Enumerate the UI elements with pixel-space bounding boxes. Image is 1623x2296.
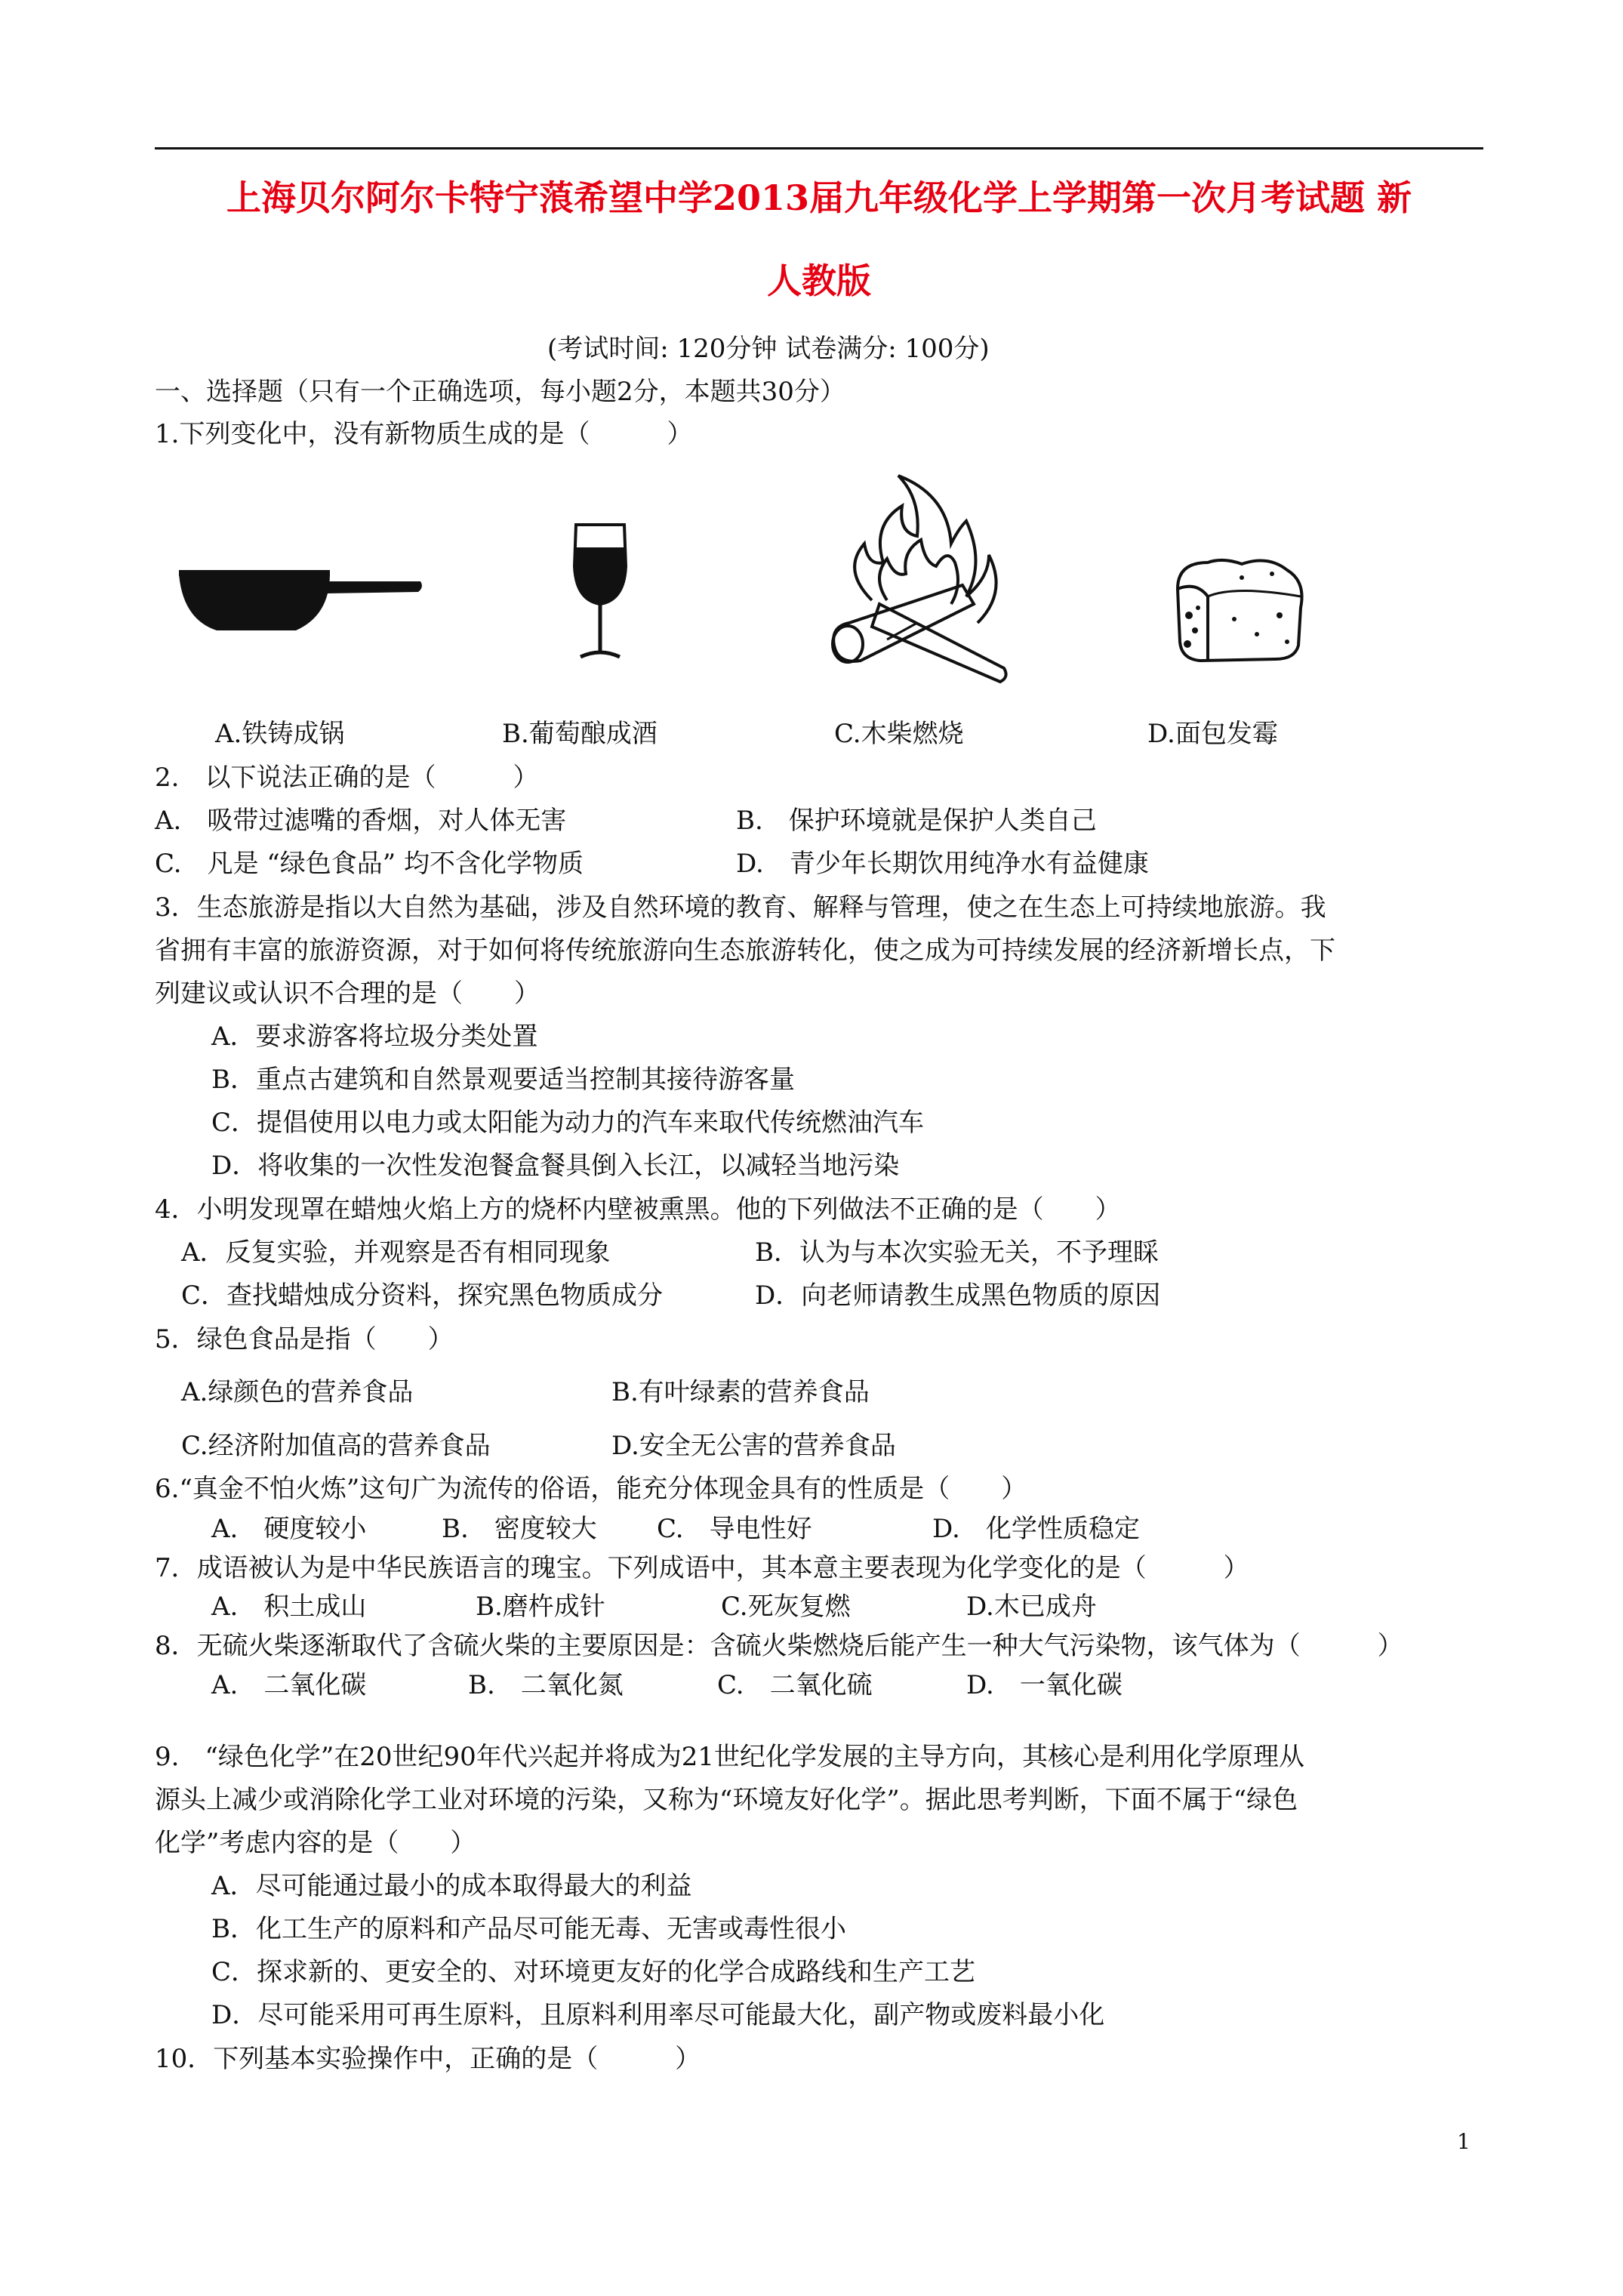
page-title-line1: 上海贝尔阿尔卡特宁蒗希望中学2013届九年级化学上学期第一次月考试题 新 [226,177,1412,218]
q10-stem: 10．下列基本实验操作中，正确的是（ ） [155,2044,701,2074]
moldy-bread-picture [1166,555,1310,664]
q5-option-c: C.经济附加值高的营养食品 [181,1431,491,1461]
q3-stem-line3: 列建议或认识不合理的是（ ） [155,978,540,1009]
q7-stem: 7．成语被认为是中华民族语言的瑰宝。下列成语中，其本意主要表现为化学变化的是（ ） [155,1553,1249,1583]
q2-option-a: A. 吸带过滤嘴的香烟，对人体无害 [155,806,567,836]
page-title-line2: 人教版 [767,260,871,301]
q1-option-b: B.葡萄酿成酒 [502,719,658,749]
q3-option-d: D．将收集的一次性发泡餐盒餐具倒入长江，以减轻当地污染 [211,1151,900,1181]
q7-option-a: A. 积土成山 [211,1592,367,1622]
campfire-picture [827,472,1015,691]
q4-option-d: D．向老师请教生成黑色物质的原因 [755,1281,1161,1311]
q1-option-c: C.木柴燃烧 [834,719,964,749]
q1-option-d: D.面包发霉 [1147,719,1278,749]
q1-option-a: A.铁铸成锅 [215,719,345,749]
q7-option-d: D.木已成舟 [966,1592,1097,1622]
q7-option-c: C.死灰复燃 [721,1592,851,1622]
q5-stem: 5．绿色食品是指（ ） [155,1324,454,1354]
q9-option-a: A．尽可能通过最小的成本取得最大的利益 [211,1871,692,1901]
q1-stem: 1.下列变化中，没有新物质生成的是（ ） [155,419,693,449]
exam-info: (考试时间: 120分钟 试卷满分: 100分) [547,334,990,364]
frying-pan-picture [175,559,424,642]
q9-stem-line2: 源头上减少或消除化学工业对环境的污染，又称为“环境友好化学”。据此思考判断，下面不属于“绿色 [155,1785,1298,1815]
q4-option-a: A．反复实验，并观察是否有相同现象 [181,1237,611,1268]
q5-option-a: A.绿颜色的营养食品 [181,1377,414,1407]
q6-option-d: D. 化学性质稳定 [932,1514,1140,1544]
q7-option-b: B.磨杵成针 [476,1592,605,1622]
q2-option-b: B. 保护环境就是保护人类自己 [736,806,1097,836]
q8-option-c: C. 二氧化硫 [717,1670,873,1700]
q3-option-c: C．提倡使用以电力或太阳能为动力的汽车来取代传统燃油汽车 [211,1108,925,1138]
q2-option-d: D. 青少年长期饮用纯净水有益健康 [736,849,1149,879]
q9-stem-line1: 9. “绿色化学”在20世纪90年代兴起并将成为21世纪化学发展的主导方向，其核心是利用化学原理从 [155,1742,1304,1772]
q3-stem-line1: 3．生态旅游是指以大自然为基础，涉及自然环境的教育、解释与管理，使之在生态上可持续地旅游。我 [155,892,1326,923]
q8-stem: 8．无硫火柴逐渐取代了含硫火柴的主要原因是：含硫火柴燃烧后能产生一种大气污染物，该气体为（ ） [155,1631,1403,1661]
q8-option-b: B. 二氧化氮 [468,1670,624,1700]
q4-stem: 4．小明发现罩在蜡烛火焰上方的烧杯内壁被熏黑。他的下列做法不正确的是（ ） [155,1194,1121,1225]
q2-stem: 2. 以下说法正确的是（ ） [155,763,539,793]
q4-option-c: C．查找蜡烛成分资料，探究黑色物质成分 [181,1281,664,1311]
q2-option-c: C. 凡是 “绿色食品” 均不含化学物质 [155,849,584,879]
wine-glass-picture [570,521,630,664]
q6-option-c: C. 导电性好 [657,1514,812,1544]
section-heading: 一、选择题（只有一个正确选项，每小题2分，本题共30分） [155,377,845,407]
q9-option-c: C．探求新的、更安全的、对环境更友好的化学合成路线和生产工艺 [211,1957,976,1987]
page-number: 1 [1457,2129,1471,2154]
q4-option-b: B．认为与本次实验无关，不予理睬 [755,1237,1159,1268]
q9-stem-line3: 化学”考虑内容的是（ ） [155,1828,476,1858]
q5-option-d: D.安全无公害的营养食品 [611,1431,896,1461]
q9-option-b: B．化工生产的原料和产品尽可能无毒、无害或毒性很小 [211,1914,846,1944]
q5-option-b: B.有叶绿素的营养食品 [611,1377,870,1407]
q8-option-a: A. 二氧化碳 [211,1670,367,1700]
q3-option-a: A．要求游客将垃圾分类处置 [211,1022,538,1052]
q3-stem-line2: 省拥有丰富的旅游资源，对于如何将传统旅游向生态旅游转化，使之成为可持续发展的经济新增长点，下 [155,935,1335,966]
header-rule [155,147,1483,149]
q3-option-b: B．重点古建筑和自然景观要适当控制其接待游客量 [211,1065,795,1095]
q8-option-d: D. 一氧化碳 [966,1670,1123,1700]
q6-option-b: B. 密度较大 [442,1514,597,1544]
q9-option-d: D．尽可能采用可再生原料，且原料利用率尽可能最大化，副产物或废料最小化 [211,2000,1105,2030]
q6-stem: 6.“真金不怕火炼”这句广为流传的俗语，能充分体现金具有的性质是（ ） [155,1474,1027,1504]
q6-option-a: A. 硬度较小 [211,1514,367,1544]
